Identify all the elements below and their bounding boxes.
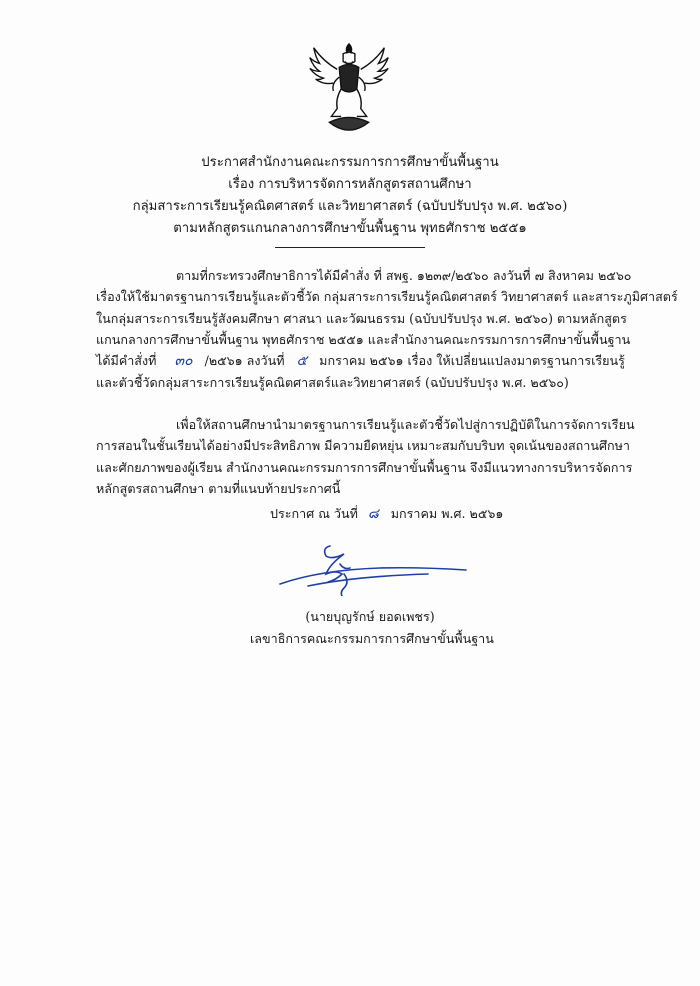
- issued-prefix: ประกาศ ณ วันที่: [270, 506, 358, 521]
- signature-mark: [278, 540, 468, 596]
- paragraph-1-line-1: ตามที่กระทรวงศึกษาธิการได้มีคำสั่ง ที่ สพฐ. ๑๒๓๙/๒๕๖๐ ลงวันที่ ๗ สิงหาคม ๒๕๖๐: [176, 268, 632, 283]
- paragraph-1: [96, 265, 678, 394]
- paragraph-2: [96, 414, 635, 499]
- paragraph-2-line-3: และศักยภาพของผู้เรียน สำนักงานคณะกรรมการการศึกษาขั้นพื้นฐาน จึงมีแนวทางการบริหารจัดการ: [96, 459, 633, 475]
- header-divider: [275, 247, 425, 248]
- issued-date: [270, 503, 503, 525]
- header-line-1: ประกาศสำนักงานคณะกรรมการการศึกษาขั้นพื้นฐาน: [201, 155, 499, 170]
- header-line-4: ตามหลักสูตรแกนกลางการศึกษาขั้นพื้นฐาน พุทธศักราช ๒๕๕๑: [173, 221, 527, 236]
- paragraph-1-line-5: [96, 350, 625, 372]
- garuda-emblem-icon: [300, 38, 398, 136]
- paragraph-1-line-2: เรื่องให้ใช้มาตรฐานการเรียนรู้และตัวชี้วัด กลุ่มสาระการเรียนรู้คณิตศาสตร์ วิทยาศาสตร์ และสาระภูมิศาสตร์: [96, 289, 678, 305]
- paragraph-2-line-1: เพื่อให้สถานศึกษานำมาตรฐานการเรียนรู้และตัวชี้วัดไปสู่การปฏิบัติในการจัดการเรียน: [176, 417, 635, 432]
- order-year-label: /๒๕๖๑ ลงวันที่: [204, 353, 285, 369]
- issued-suffix: มกราคม พ.ศ. ๒๕๖๑: [390, 506, 504, 521]
- signer-block: [250, 606, 494, 650]
- paragraph-2-line-2: การสอนในชั้นเรียนได้อย่างมีประสิทธิภาพ มีความยืดหยุ่น เหมาะสมกับบริบท จุดเน้นของสถานศึกษา: [96, 438, 630, 454]
- header-line-2: เรื่อง การบริหารจัดการหลักสูตรสถานศึกษา: [228, 177, 472, 192]
- order-rest-label: มกราคม ๒๕๖๑ เรื่อง ให้เปลี่ยนแปลงมาตรฐานการเรียนรู้: [319, 353, 625, 369]
- order-label: ได้มีคำสั่งที่: [96, 353, 157, 369]
- header-line-3: กลุ่มสาระการเรียนรู้คณิตศาสตร์ และวิทยาศาสตร์ (ฉบับปรับปรุง พ.ศ. ๒๕๖๐): [132, 199, 568, 214]
- paragraph-1-line-4: แกนกลางการศึกษาขั้นพื้นฐาน พุทธศักราช ๒๕๕๑ และสำนักงานคณะกรรมการการศึกษาขั้นพื้นฐาน: [96, 331, 631, 347]
- paragraph-1-line-6: และตัวชี้วัดกลุ่มสาระการเรียนรู้คณิตศาสตร์และวิทยาศาสตร์ (ฉบับปรับปรุง พ.ศ. ๒๕๖๐): [96, 375, 569, 391]
- paragraph-1-line-3: ในกลุ่มสาระการเรียนรู้สังคมศึกษา ศาสนา และวัฒนธรรม (ฉบับปรับปรุง พ.ศ. ๒๕๖๐) ตามหลักสูตร: [96, 310, 627, 326]
- order-day-handwritten: ๕: [296, 353, 308, 370]
- announcement-header: [90, 152, 610, 240]
- signer-name: (นายบุญรักษ์ ยอดเพชร): [305, 609, 435, 624]
- issued-day-handwritten: ๘: [367, 506, 379, 522]
- signer-position: เลขาธิการคณะกรรมการการศึกษาขั้นพื้นฐาน: [250, 631, 494, 646]
- paragraph-2-line-4: หลักสูตรสถานศึกษา ตามที่แนบท้ายประกาศนี้: [96, 480, 341, 496]
- order-number-handwritten: ๓๐: [174, 353, 193, 370]
